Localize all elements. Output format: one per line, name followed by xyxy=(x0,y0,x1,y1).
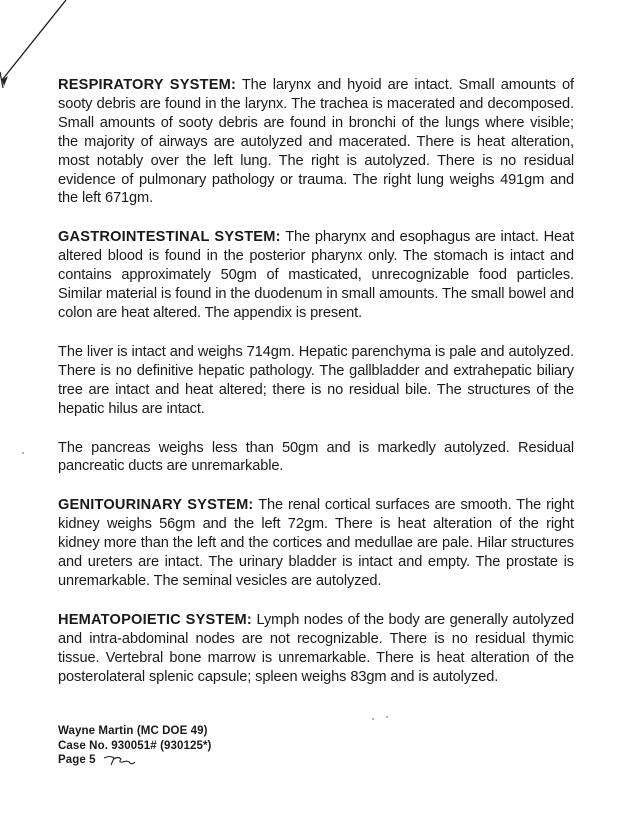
footer-page-line xyxy=(58,753,211,768)
scan-speck xyxy=(22,452,24,454)
footer-name: Wayne Martin (MC DOE 49) xyxy=(58,725,208,737)
liver-text: The liver is intact and weighs 714gm. Hepatic parenchyma is pale and autolyzed. There is no definitive hepatic pathology. The gallbladder and extrahepatic biliary tree are intact and heat altered; there is no residual bile. The structures of the hepatic hilus are intact. xyxy=(58,343,574,417)
respiratory-system-heading: RESPIRATORY SYSTEM: xyxy=(58,77,237,93)
genitourinary-system-heading: GENITOURINARY SYSTEM: xyxy=(58,497,254,514)
genitourinary-system-text: The renal cortical surfaces are smooth. The right kidney weighs 56gm and the left 72gm. There is heat alteration of the right kidney more than the left and the cortices and medullae are pale. Hilar structures and ureters are intact. The urinary bladder is intact and empty. The prostate is unremarkable. The seminal vesicles are autolyzed. xyxy=(58,497,574,589)
footer-page-number: Page 5 xyxy=(58,754,96,767)
scan-speck xyxy=(372,718,374,720)
handwritten-initials xyxy=(102,753,136,767)
gastrointestinal-system-paragraph xyxy=(58,228,574,323)
respiratory-system-text: The larynx and hyoid are intact. Small amounts of sooty debris are found in the larynx. The trachea is macerated and decomposed. Small amounts of sooty debris are found in bronchi of the lungs where visible; the majority of airways are autolyzed and macerated. There is heat alteration, most notably over the left lung. The right is autolyzed. There is no residual evidence of pulmonary pathology or trauma. The right lung weighs 491gm and the left 671gm. xyxy=(58,77,574,207)
respiratory-system-paragraph xyxy=(58,76,574,208)
footer-case-number: Case No. 930051# (930125*) xyxy=(58,739,212,752)
pancreas-text: The pancreas weighs less than 50gm and is markedly autolyzed. Residual pancreatic ducts are unremarkable. xyxy=(58,439,574,475)
document-body xyxy=(58,76,574,706)
gastrointestinal-system-text: The pharynx and esophagus are intact. Heat altered blood is found in the posterior pharynx only. The stomach is intact and contains approximately 50gm of masticated, unrecognizable food particles. Similar material is found in the duodenum in small amounts. The small bowel and colon are heat altered. The appendix is present. xyxy=(58,229,575,321)
liver-paragraph xyxy=(58,343,574,419)
hematopoietic-system-heading: HEMATOPOIETIC SYSTEM: xyxy=(58,611,252,628)
page-footer xyxy=(58,724,211,768)
hematopoietic-system-paragraph xyxy=(58,611,574,687)
genitourinary-system-paragraph xyxy=(58,496,574,591)
hematopoietic-system-text: Lymph nodes of the body are generally autolyzed and intra-abdominal nodes are not recognizable. There is no residual thymic tissue. Vertebral bone marrow is unremarkable. There is heat alteration of the posterolateral splenic capsule; spleen weighs 83gm and is autolyzed. xyxy=(58,611,574,685)
gastrointestinal-system-heading: GASTROINTESTINAL SYSTEM: xyxy=(58,229,281,246)
scan-speck xyxy=(386,716,388,718)
pancreas-paragraph xyxy=(58,439,574,477)
